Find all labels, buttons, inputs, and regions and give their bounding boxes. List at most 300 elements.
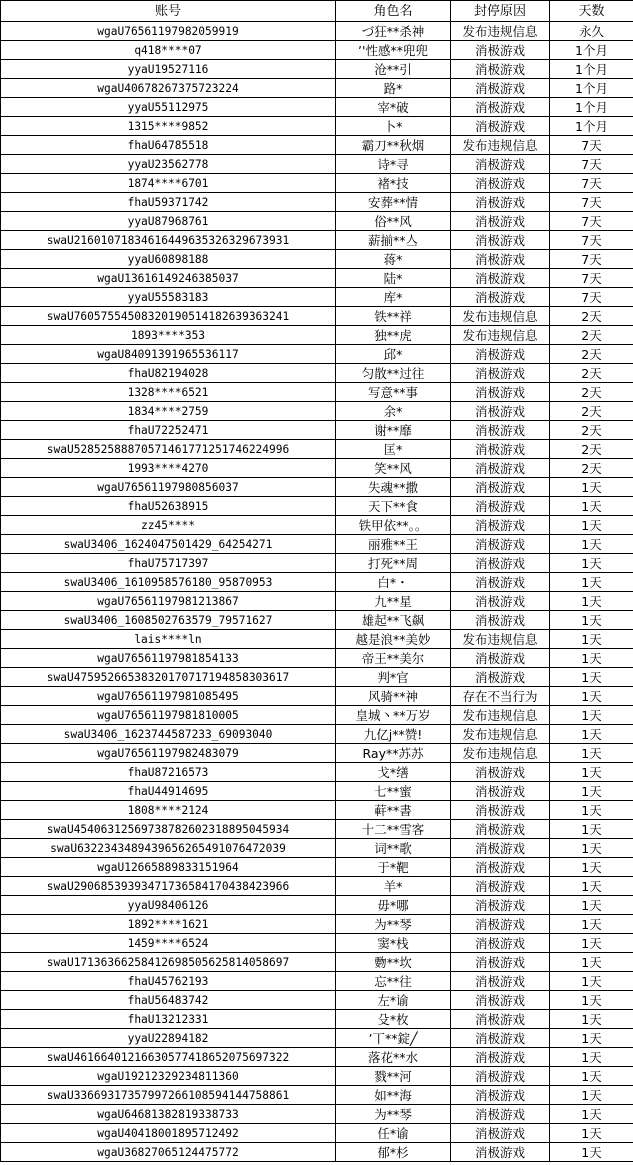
table-row: [1, 269, 633, 288]
table-row: [1, 573, 633, 592]
role-name-cell: 九**星: [336, 592, 451, 611]
table-row: [1, 1143, 633, 1162]
ban-reason-cell: 消极游戏: [451, 174, 550, 193]
account-cell: fhaU75717397: [1, 554, 336, 573]
days-cell: 1天: [550, 858, 633, 877]
days-cell: 1天: [550, 478, 633, 497]
account-cell: 1993****4270: [1, 459, 336, 478]
account-cell: wgaU64681382819338733: [1, 1105, 336, 1124]
table-row: [1, 459, 633, 478]
account-cell: yyaU98406126: [1, 896, 336, 915]
table-row: [1, 915, 633, 934]
table-row: [1, 668, 633, 687]
account-cell: wgaU76561197980856037: [1, 478, 336, 497]
table-row: [1, 345, 633, 364]
table-row: [1, 554, 633, 573]
role-name-cell: 九亿j**赞!: [336, 725, 451, 744]
table-row: [1, 288, 633, 307]
role-name-cell: 褚*技: [336, 174, 451, 193]
table-row: [1, 22, 633, 41]
table-row: [1, 383, 633, 402]
ban-reason-cell: 消极游戏: [451, 1048, 550, 1067]
ban-reason-cell: 发布违规信息: [451, 744, 550, 763]
ban-reason-cell: 消极游戏: [451, 611, 550, 630]
role-name-cell: 羊*: [336, 877, 451, 896]
table-row: [1, 782, 633, 801]
table-row: [1, 687, 633, 706]
account-cell: 1808****2124: [1, 801, 336, 820]
table-row: [1, 592, 633, 611]
days-cell: 7天: [550, 288, 633, 307]
days-cell: 2天: [550, 421, 633, 440]
table-row: [1, 649, 633, 668]
days-cell: 1天: [550, 649, 633, 668]
role-name-cell: 皇城丶**万岁: [336, 706, 451, 725]
ban-reason-cell: 消极游戏: [451, 402, 550, 421]
ban-reason-cell: 消极游戏: [451, 1105, 550, 1124]
role-name-cell: 笑**风: [336, 459, 451, 478]
ban-reason-cell: 消极游戏: [451, 41, 550, 60]
table-row: [1, 896, 633, 915]
role-name-cell: 打死**周: [336, 554, 451, 573]
ban-reason-cell: 消极游戏: [451, 478, 550, 497]
days-cell: 1个月: [550, 60, 633, 79]
ban-reason-cell: 消极游戏: [451, 820, 550, 839]
days-cell: 1天: [550, 1048, 633, 1067]
ban-reason-cell: 消极游戏: [451, 98, 550, 117]
days-cell: 1天: [550, 611, 633, 630]
role-name-cell: 七**蜜: [336, 782, 451, 801]
account-cell: wgaU12665889833151964: [1, 858, 336, 877]
role-name-cell: 十二**雪客: [336, 820, 451, 839]
account-cell: swaU3406_1623744587233_69093040: [1, 725, 336, 744]
table-row: [1, 402, 633, 421]
account-cell: fhaU59371742: [1, 193, 336, 212]
table-row: [1, 193, 633, 212]
table-row: [1, 212, 633, 231]
table-row: [1, 953, 633, 972]
role-name-cell: 于*靶: [336, 858, 451, 877]
role-name-cell: 陆*: [336, 269, 451, 288]
days-cell: 1个月: [550, 98, 633, 117]
role-name-cell: 库*: [336, 288, 451, 307]
account-cell: yyaU55583183: [1, 288, 336, 307]
table-row: [1, 478, 633, 497]
ban-reason-cell: 消极游戏: [451, 421, 550, 440]
table-row: [1, 611, 633, 630]
role-name-cell: 匀散**过往: [336, 364, 451, 383]
role-name-cell: 左*谕: [336, 991, 451, 1010]
account-cell: wgaU76561197982483079: [1, 744, 336, 763]
table-row: [1, 79, 633, 98]
role-name-cell: 失魂**撒: [336, 478, 451, 497]
ban-reason-cell: 消极游戏: [451, 193, 550, 212]
account-cell: wgaU76561197981085495: [1, 687, 336, 706]
days-cell: 1天: [550, 535, 633, 554]
ban-reason-cell: 发布违规信息: [451, 22, 550, 41]
ban-reason-cell: 消极游戏: [451, 497, 550, 516]
account-cell: 1315****9852: [1, 117, 336, 136]
account-cell: yyaU87968761: [1, 212, 336, 231]
account-cell: swaU3366931735799726610859414475886​1: [1, 1086, 336, 1105]
role-name-cell: 写意**事: [336, 383, 451, 402]
ban-reason-cell: 存在不当行为: [451, 687, 550, 706]
ban-reason-cell: 发布违规信息: [451, 630, 550, 649]
table-row: [1, 440, 633, 459]
account-cell: 1459****6524: [1, 934, 336, 953]
account-cell: wgaU84091391965536117: [1, 345, 336, 364]
ban-reason-cell: 消极游戏: [451, 592, 550, 611]
account-cell: fhaU13212331: [1, 1010, 336, 1029]
days-cell: 1天: [550, 744, 633, 763]
days-cell: 2天: [550, 440, 633, 459]
role-name-cell: Ray**苏苏: [336, 744, 451, 763]
days-cell: 1天: [550, 573, 633, 592]
ban-reason-cell: 消极游戏: [451, 79, 550, 98]
ban-reason-cell: 消极游戏: [451, 364, 550, 383]
role-name-cell: ʼ丅**錠╱: [336, 1029, 451, 1048]
account-cell: yyaU22894182: [1, 1029, 336, 1048]
table-row: [1, 364, 633, 383]
role-name-cell: 帝王**美尔: [336, 649, 451, 668]
table-row: [1, 497, 633, 516]
account-cell: fhaU87216573: [1, 763, 336, 782]
header-account: 账号: [1, 1, 336, 22]
role-name-cell: 白*・: [336, 573, 451, 592]
account-cell: yyaU19527116: [1, 60, 336, 79]
days-cell: 1天: [550, 1010, 633, 1029]
account-cell: wgaU19212329234811360: [1, 1067, 336, 1086]
account-cell: swaU4540631256973878260231889504593​4: [1, 820, 336, 839]
days-cell: 1天: [550, 668, 633, 687]
table-row: [1, 706, 633, 725]
table-row: [1, 763, 633, 782]
days-cell: 1天: [550, 915, 633, 934]
role-name-cell: 为**琴: [336, 1105, 451, 1124]
table-row: [1, 934, 633, 953]
role-name-cell: 郁*杉: [336, 1143, 451, 1162]
days-cell: 2天: [550, 383, 633, 402]
role-name-cell: 窦*栈: [336, 934, 451, 953]
ban-reason-cell: 消极游戏: [451, 858, 550, 877]
role-name-cell: 如**海: [336, 1086, 451, 1105]
table-row: [1, 744, 633, 763]
role-name-cell: 越是浪**美妙: [336, 630, 451, 649]
header-row: [1, 1, 633, 22]
ban-reason-cell: 消极游戏: [451, 1010, 550, 1029]
role-name-cell: 霸刀**秋烟: [336, 136, 451, 155]
ban-reason-cell: 消极游戏: [451, 231, 550, 250]
role-name-cell: 殳*枚: [336, 1010, 451, 1029]
days-cell: 1天: [550, 991, 633, 1010]
role-name-cell: 铁**祥: [336, 307, 451, 326]
table-row: [1, 98, 633, 117]
role-name-cell: 天下**食: [336, 497, 451, 516]
ban-reason-cell: 消极游戏: [451, 1143, 550, 1162]
role-name-cell: ʼ'性感**兜兜: [336, 41, 451, 60]
table-row: [1, 1010, 633, 1029]
ban-reason-cell: 消极游戏: [451, 1067, 550, 1086]
days-cell: 1个月: [550, 41, 633, 60]
role-name-cell: 蒋*: [336, 250, 451, 269]
table-row: [1, 136, 633, 155]
days-cell: 1天: [550, 839, 633, 858]
table-row: [1, 820, 633, 839]
role-name-cell: 邱*: [336, 345, 451, 364]
account-cell: wgaU76561197982059919: [1, 22, 336, 41]
role-name-cell: 独**虎: [336, 326, 451, 345]
table-row: [1, 991, 633, 1010]
table-row: [1, 535, 633, 554]
days-cell: 1天: [550, 725, 633, 744]
role-name-cell: 安葬**情: [336, 193, 451, 212]
ban-reason-cell: 消极游戏: [451, 896, 550, 915]
ban-reason-cell: 消极游戏: [451, 839, 550, 858]
role-name-cell: 诗*寻: [336, 155, 451, 174]
header-role-name: 角色名: [336, 1, 451, 22]
account-cell: swaU2906853939347173658417043842396​6: [1, 877, 336, 896]
table-row: [1, 972, 633, 991]
days-cell: 1天: [550, 1143, 633, 1162]
ban-reason-cell: 消极游戏: [451, 934, 550, 953]
days-cell: 1天: [550, 896, 633, 915]
ban-reason-cell: 消极游戏: [451, 288, 550, 307]
role-name-cell: 卜*: [336, 117, 451, 136]
table-row: [1, 858, 633, 877]
table-row: [1, 1124, 633, 1143]
ban-reason-cell: 消极游戏: [451, 763, 550, 782]
ban-reason-cell: 消极游戏: [451, 1124, 550, 1143]
ban-reason-cell: 消极游戏: [451, 459, 550, 478]
account-cell: swaU4759526653832017071719485830361​7: [1, 668, 336, 687]
days-cell: 7天: [550, 193, 633, 212]
ban-reason-cell: 消极游戏: [451, 60, 550, 79]
account-cell: q418****07: [1, 41, 336, 60]
account-cell: fhaU45762193: [1, 972, 336, 991]
days-cell: 1天: [550, 972, 633, 991]
table-row: [1, 630, 633, 649]
ban-reason-cell: 消极游戏: [451, 1086, 550, 1105]
ban-reason-cell: 消极游戏: [451, 801, 550, 820]
days-cell: 7天: [550, 136, 633, 155]
table-row: [1, 516, 633, 535]
ban-reason-cell: 消极游戏: [451, 1029, 550, 1048]
ban-reason-cell: 消极游戏: [451, 269, 550, 288]
ban-reason-cell: 消极游戏: [451, 915, 550, 934]
ban-reason-cell: 发布违规信息: [451, 136, 550, 155]
days-cell: 2天: [550, 345, 633, 364]
account-cell: wgaU76561197981213867: [1, 592, 336, 611]
days-cell: 1天: [550, 953, 633, 972]
account-cell: swaU5285258887057146177125174622499​6: [1, 440, 336, 459]
ban-reason-cell: 消极游戏: [451, 649, 550, 668]
days-cell: 7天: [550, 231, 633, 250]
account-cell: swaU3406_1608502763579_79571627: [1, 611, 336, 630]
account-cell: fhaU44914695: [1, 782, 336, 801]
account-cell: wgaU76561197981854133: [1, 649, 336, 668]
ban-reason-cell: 消极游戏: [451, 573, 550, 592]
account-cell: 1834****2759: [1, 402, 336, 421]
table-body: [1, 22, 633, 1162]
table-row: [1, 307, 633, 326]
account-cell: 1874****6701: [1, 174, 336, 193]
table-row: [1, 60, 633, 79]
table-row: [1, 231, 633, 250]
ban-reason-cell: 消极游戏: [451, 991, 550, 1010]
role-name-cell: 戈*缮: [336, 763, 451, 782]
role-name-cell: 路*: [336, 79, 451, 98]
account-cell: wgaU40418001895712492: [1, 1124, 336, 1143]
role-name-cell: 戮**河: [336, 1067, 451, 1086]
days-cell: 1天: [550, 782, 633, 801]
days-cell: 1天: [550, 592, 633, 611]
role-name-cell: 匡*: [336, 440, 451, 459]
days-cell: 1个月: [550, 79, 633, 98]
days-cell: 1天: [550, 1086, 633, 1105]
ban-reason-cell: 消极游戏: [451, 250, 550, 269]
account-cell: swaU4616640121663057741865207569732​2: [1, 1048, 336, 1067]
days-cell: 1天: [550, 763, 633, 782]
days-cell: 7天: [550, 155, 633, 174]
account-cell: swaU7605755450832019051418263936324​1: [1, 307, 336, 326]
ban-reason-cell: 消极游戏: [451, 877, 550, 896]
table-row: [1, 155, 633, 174]
role-name-cell: づ狂**杀神: [336, 22, 451, 41]
account-cell: swaU2160107183461644963532632967393​1: [1, 231, 336, 250]
ban-reason-cell: 发布违规信息: [451, 706, 550, 725]
table-row: [1, 250, 633, 269]
days-cell: 1天: [550, 706, 633, 725]
table-row: [1, 1029, 633, 1048]
account-cell: 1328****6521: [1, 383, 336, 402]
days-cell: 2天: [550, 307, 633, 326]
account-cell: swaU1713636625841269850562581405869​7: [1, 953, 336, 972]
header-days: 天数: [550, 1, 633, 22]
role-name-cell: 忘**往: [336, 972, 451, 991]
role-name-cell: 薪揃**亼: [336, 231, 451, 250]
role-name-cell: 谢**靡: [336, 421, 451, 440]
role-name-cell: 覅**坎: [336, 953, 451, 972]
table-row: [1, 1086, 633, 1105]
table-row: [1, 839, 633, 858]
account-cell: yyaU55112975: [1, 98, 336, 117]
role-name-cell: 风骑**神: [336, 687, 451, 706]
account-cell: yyaU23562778: [1, 155, 336, 174]
days-cell: 1天: [550, 877, 633, 896]
days-cell: 1天: [550, 630, 633, 649]
role-name-cell: 宰*破: [336, 98, 451, 117]
ban-reason-cell: 发布违规信息: [451, 326, 550, 345]
account-cell: fhaU52638915: [1, 497, 336, 516]
ban-reason-cell: 消极游戏: [451, 972, 550, 991]
ban-reason-cell: 消极游戏: [451, 212, 550, 231]
role-name-cell: 落花**水: [336, 1048, 451, 1067]
days-cell: 1天: [550, 497, 633, 516]
role-name-cell: 毋*哪: [336, 896, 451, 915]
account-cell: zz45****: [1, 516, 336, 535]
account-cell: yyaU60898188: [1, 250, 336, 269]
ban-reason-cell: 发布违规信息: [451, 725, 550, 744]
account-cell: 1892****1621: [1, 915, 336, 934]
ban-reason-cell: 消极游戏: [451, 516, 550, 535]
account-cell: wgaU36827065124475772: [1, 1143, 336, 1162]
days-cell: 2天: [550, 402, 633, 421]
ban-reason-cell: 消极游戏: [451, 383, 550, 402]
days-cell: 7天: [550, 250, 633, 269]
days-cell: 1天: [550, 1105, 633, 1124]
days-cell: 1天: [550, 820, 633, 839]
days-cell: 7天: [550, 269, 633, 288]
role-name-cell: 余*: [336, 402, 451, 421]
days-cell: 1个月: [550, 117, 633, 136]
days-cell: 1天: [550, 934, 633, 953]
ban-reason-cell: 消极游戏: [451, 117, 550, 136]
role-name-cell: 俗**风: [336, 212, 451, 231]
ban-reason-cell: 发布违规信息: [451, 307, 550, 326]
table-row: [1, 801, 633, 820]
table-row: [1, 877, 633, 896]
table-row: [1, 1067, 633, 1086]
days-cell: 7天: [550, 174, 633, 193]
account-cell: wgaU76561197981810005: [1, 706, 336, 725]
role-name-cell: 词**歌: [336, 839, 451, 858]
ban-reason-cell: 消极游戏: [451, 554, 550, 573]
account-cell: fhaU72252471: [1, 421, 336, 440]
table-row: [1, 174, 633, 193]
role-name-cell: 丽雅**王: [336, 535, 451, 554]
role-name-cell: 任*谕: [336, 1124, 451, 1143]
table-row: [1, 1105, 633, 1124]
account-cell: swaU3406_1610958576180_95870953: [1, 573, 336, 592]
account-cell: 1893****353: [1, 326, 336, 345]
ban-reason-cell: 消极游戏: [451, 953, 550, 972]
ban-reason-cell: 消极游戏: [451, 155, 550, 174]
role-name-cell: 铁甲依**。。: [336, 516, 451, 535]
table-row: [1, 117, 633, 136]
ban-reason-cell: 消极游戏: [451, 782, 550, 801]
days-cell: 2天: [550, 364, 633, 383]
account-cell: lais****ln: [1, 630, 336, 649]
days-cell: 永久: [550, 22, 633, 41]
days-cell: 1天: [550, 1029, 633, 1048]
header-ban-reason: 封停原因: [451, 1, 550, 22]
role-name-cell: 为**琴: [336, 915, 451, 934]
table-row: [1, 1048, 633, 1067]
ban-reason-cell: 消极游戏: [451, 668, 550, 687]
account-cell: swaU6322343489439656265491076472039: [1, 839, 336, 858]
days-cell: 7天: [550, 212, 633, 231]
days-cell: 1天: [550, 1067, 633, 1086]
days-cell: 2天: [550, 326, 633, 345]
role-name-cell: 蓒**書: [336, 801, 451, 820]
role-name-cell: 沧**引: [336, 60, 451, 79]
ban-reason-cell: 消极游戏: [451, 535, 550, 554]
table-row: [1, 725, 633, 744]
account-cell: wgaU40678267375723224: [1, 79, 336, 98]
account-cell: wgaU13616149246385037: [1, 269, 336, 288]
ban-reason-cell: 消极游戏: [451, 440, 550, 459]
days-cell: 1天: [550, 1124, 633, 1143]
days-cell: 1天: [550, 554, 633, 573]
days-cell: 2天: [550, 459, 633, 478]
table-row: [1, 421, 633, 440]
ban-reason-cell: 消极游戏: [451, 345, 550, 364]
table-row: [1, 326, 633, 345]
days-cell: 1天: [550, 516, 633, 535]
account-cell: fhaU64785518: [1, 136, 336, 155]
account-cell: fhaU82194028: [1, 364, 336, 383]
days-cell: 1天: [550, 687, 633, 706]
